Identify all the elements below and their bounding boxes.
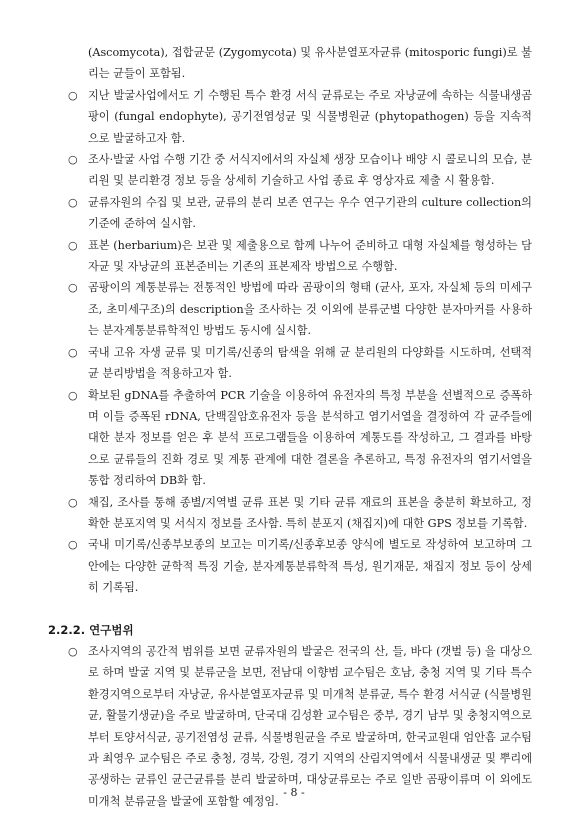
circle-bullet-icon: ○ bbox=[68, 281, 78, 295]
list-item-text: 국내 고유 자생 균류 및 미기록/신종의 탐색을 위해 균 분리원의 다양화를 시도하며, 선택적 균 분리방법을 적용하고자 함. bbox=[88, 345, 532, 381]
list-item-text: 조사지역의 공간적 범위를 보면 균류자원의 발굴은 전국의 산, 들, 바다 (갯벌 등) 을 대상으로 하며 발굴 지역 및 분류군을 보면, 전남대 이향범 교수팀은 호남, 충청 지역 및 기타 특수 환경지역으로부터 자낭균, 유사분열포자균류 및 미개척 분류균, 특수 환경 서식균 (식물병원균, 활물기생균)을 주로 발굴하며, 단국대 김성환 교수팀은 중부, 경기 남부 및 충청지역으로부터 토양서식균, 공기전염성 균류, 식물병원균을 주로 발굴하며, 한국교원대 엄안흠 교수팀과 최영우 교수팀은 주로 충청, 경북, 강원, 경기 지역의 산림지역에서 식물내생균 및 뿌리에 공생하는 균류인 균근균류를 분리 발굴하며, 대상균류로는 주로 일반 곰팡이류며 이 외에도 미개척 분류균을 발굴에 포함할 예정임. bbox=[88, 644, 532, 808]
circle-bullet-icon: ○ bbox=[68, 345, 78, 359]
list-item-text: 곰팡이의 계통분류는 전통적인 방법에 따라 곰팡이의 형태 (균사, 포자, 자실체 등의 미세구조, 초미세구조)의 description을 조사하는 것 이외에 분류군별 다양한 분자마커를 사용하는 분자계통분류학적인 방법도 동시에 실시함. bbox=[88, 281, 532, 338]
body-text bbox=[48, 42, 532, 812]
page-number: - 8 - bbox=[283, 786, 305, 799]
list-item-text: 균류자원의 수집 및 보관, 균류의 분리 보존 연구는 우수 연구기관의 culture collection의 기준에 준하여 실시함. bbox=[88, 195, 532, 231]
list-item bbox=[62, 85, 532, 149]
circle-bullet-icon: ○ bbox=[68, 388, 78, 402]
circle-bullet-icon: ○ bbox=[68, 238, 78, 252]
list-item-text: 지난 발굴사업에서도 기 수행된 특수 환경 서식 균류로는 주로 자낭균에 속하는 식물내생곰팡이 (fungal endophyte), 공기전염성균 및 식물병원균 (phytopathogen) 등을 지속적으로 발굴하고자 함. bbox=[88, 88, 532, 145]
circle-bullet-icon: ○ bbox=[68, 495, 78, 509]
section-heading: 2.2.2. 연구범위 bbox=[48, 622, 134, 637]
list-item-text: 채집, 조사를 통해 종별/지역별 균류 표본 및 기타 균류 재료의 표본을 충분히 확보하고, 정확한 분포지역 및 서식지 정보를 조사함. 특히 분포지 (채집지)에 대한 GPS 정보를 기록함. bbox=[88, 495, 532, 530]
list-item bbox=[62, 342, 532, 385]
list-item bbox=[62, 192, 532, 235]
list-item bbox=[62, 277, 532, 341]
circle-bullet-icon: ○ bbox=[68, 88, 78, 102]
list-item bbox=[62, 385, 532, 492]
list-item-text: 조사·발굴 사업 수행 기간 중 서식지에서의 자실체 생장 모습이나 배양 시 콜로니의 모습, 분리원 및 분리환경 정보 등을 상세히 기술하고 사업 종료 후 영상자료 제출 시 활용함. bbox=[88, 153, 532, 188]
list-item-text: 확보된 gDNA를 추출하여 PCR 기술을 이용하여 유전자의 특정 부분을 선별적으로 증폭하며 이들 증폭된 rDNA, 단백질암호유전자 등을 분석하고 염기서열을 결정하여 각 균주들에 대한 분자 정보를 얻은 후 분석 프로그램들을 이용하여 계통도를 작성하고, 그 결과를 바탕으로 균류들의 진화 경로 및 계통 관계에 대한 결론을 추론하고, 특정 유전자의 염기서열을 통합 정리하여 DB화 함. bbox=[88, 388, 532, 488]
continuation-paragraph: (Ascomycota), 접합균문 (Zygomycota) 및 유사분열포자균류 (mitosporic fungi)로 불리는 균들이 포함됨. bbox=[88, 46, 532, 81]
circle-bullet-icon: ○ bbox=[68, 153, 78, 167]
circle-bullet-icon: ○ bbox=[68, 195, 78, 209]
list-item-text: 표본 (herbarium)은 보관 및 제출용으로 함께 나누어 준비하고 대형 자실체를 형성하는 담자균 및 자낭균의 표본준비는 기존의 표본제작 방법으로 수행함. bbox=[88, 238, 532, 274]
list-item-text: 국내 미기록/신종부보종의 보고는 미기록/신종후보종 양식에 별도로 작성하여 보고하며 그 안에는 다양한 균학적 특징 기술, 분자계통분류학적 특성, 원기재문, 채집지 정보 등이 상세히 기록됨. bbox=[88, 538, 532, 595]
list-item bbox=[62, 149, 532, 192]
list-item bbox=[62, 534, 532, 598]
circle-bullet-icon: ○ bbox=[68, 538, 78, 552]
list-item bbox=[62, 235, 532, 278]
circle-bullet-icon: ○ bbox=[68, 644, 78, 658]
list-item bbox=[62, 492, 532, 535]
